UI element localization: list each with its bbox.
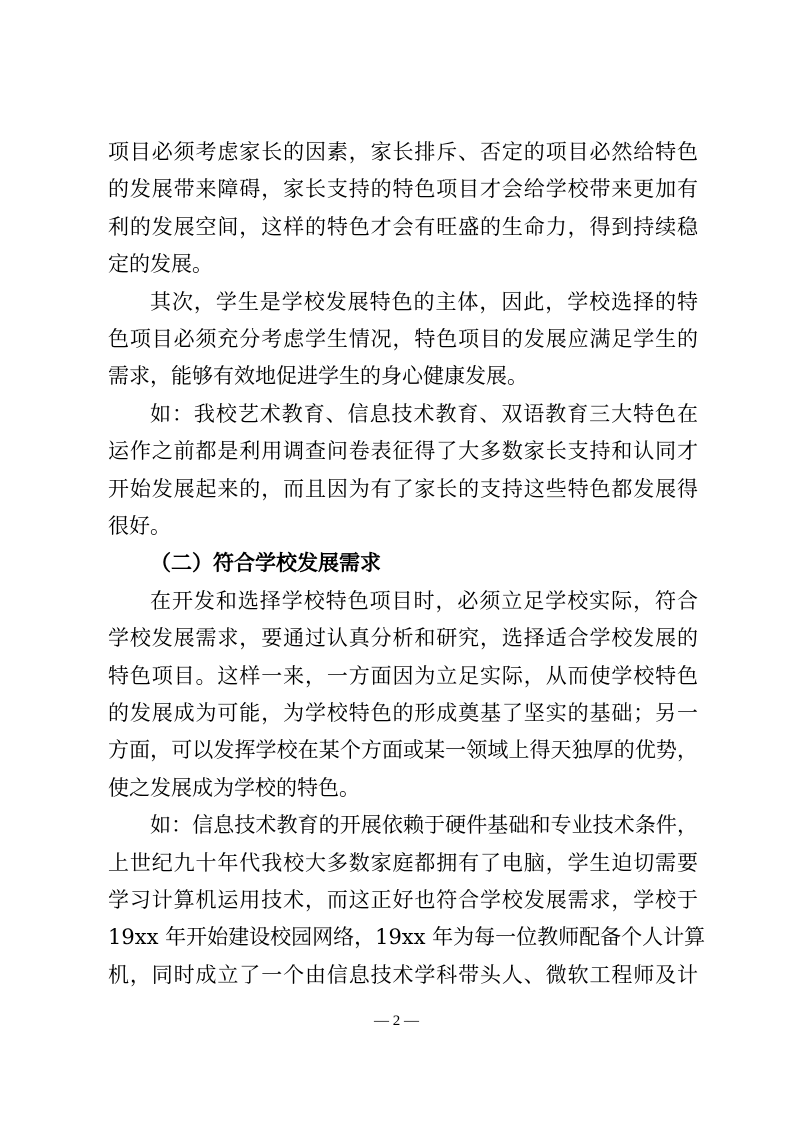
paragraph-line: 的发展带来障碍，家长支持的特色项目才会给学校带来更加有: [108, 177, 698, 201]
paragraph-line: 机，同时成立了一个由信息技术学科带头人、微软工程师及计: [108, 963, 698, 987]
page-number: — 2 —: [374, 1013, 419, 1029]
paragraph-line: 在开发和选择学校特色项目时，必须立足学校实际，符合: [150, 589, 698, 613]
paragraph-line: 运作之前都是利用调查问卷表征得了大多数家长支持和认同才: [108, 439, 698, 463]
paragraph-line: 如：我校艺术教育、信息技术教育、双语教育三大特色在: [150, 402, 698, 426]
paragraph-line: 特色项目。这样一来，一方面因为立足实际，从而使学校特色: [108, 664, 698, 688]
paragraph-line: 很好。: [108, 514, 171, 538]
paragraph-line: 需求，能够有效地促进学生的身心健康发展。: [108, 364, 528, 388]
paragraph-line: 色项目必须充分考虑学生情况，特色项目的发展应满足学生的: [108, 327, 698, 351]
paragraph-line: 定的发展。: [108, 252, 213, 276]
paragraph-line: 如：信息技术教育的开展依赖于硬件基础和专业技术条件，: [150, 813, 698, 837]
paragraph-line: 开始发展起来的，而且因为有了家长的支持这些特色都发展得: [108, 477, 698, 501]
paragraph-line: 使之发展成为学校的特色。: [108, 776, 360, 800]
paragraph-line: 上世纪九十年代我校大多数家庭都拥有了电脑，学生迫切需要: [108, 851, 698, 875]
paragraph-line: 其次，学生是学校发展特色的主体，因此，学校选择的特: [150, 290, 698, 314]
paragraph-line: 19xx 年开始建设校园网络，19xx 年为每一位教师配备个人计算: [108, 925, 706, 949]
paragraph-line: 利的发展空间，这样的特色才会有旺盛的生命力，得到持续稳: [108, 215, 698, 239]
section-heading: （二）符合学校发展需求: [150, 550, 381, 575]
paragraph-line: 学校发展需求，要通过认真分析和研究，选择适合学校发展的: [108, 626, 698, 650]
paragraph-line: 的发展成为可能，为学校特色的形成奠基了坚实的基础；另一: [108, 701, 698, 725]
paragraph-line: 学习计算机运用技术，而这正好也符合学校发展需求，学校于: [108, 888, 698, 912]
paragraph-line: 项目必须考虑家长的因素，家长排斥、否定的项目必然给特色: [108, 140, 698, 164]
paragraph-line: 方面，可以发挥学校在某个方面或某一领域上得天独厚的优势，: [108, 738, 698, 762]
